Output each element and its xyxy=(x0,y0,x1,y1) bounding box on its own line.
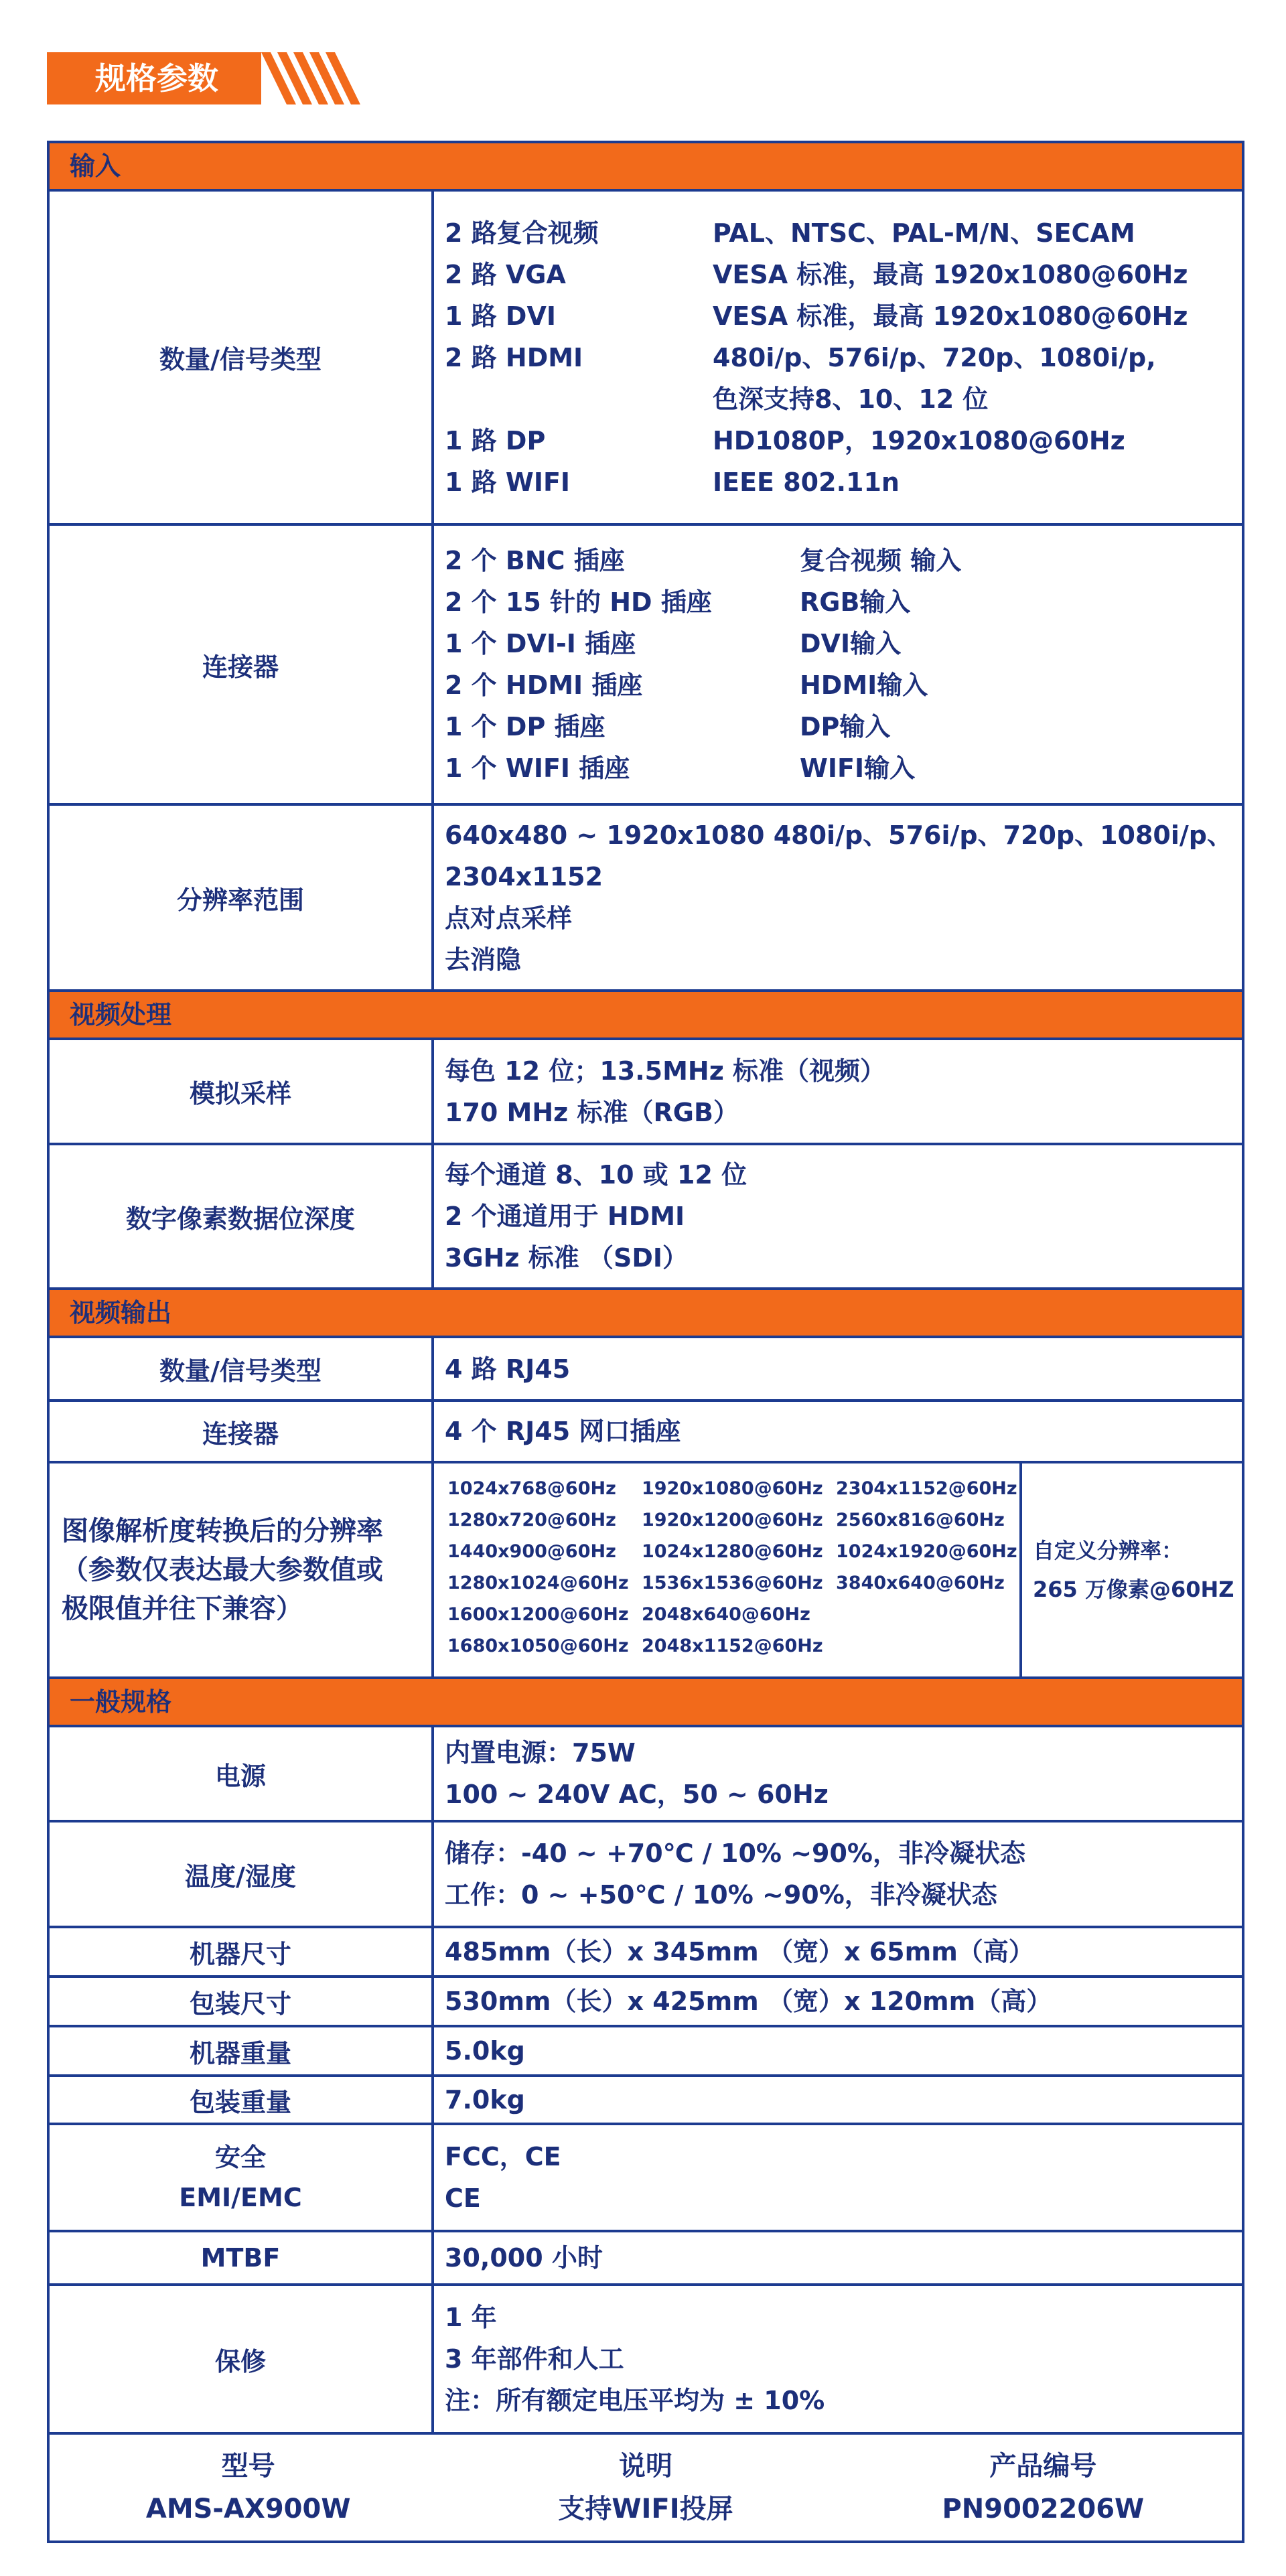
resolution-item: 1024x1280@60Hz xyxy=(642,1541,823,1562)
resolution-item: 2560x816@60Hz xyxy=(836,1510,1005,1530)
resolution-item: 1024x1920@60Hz xyxy=(836,1541,1017,1562)
row-value: FCC，CE CE xyxy=(445,2142,561,2213)
row-value: 储存：-40 ~ +70℃ / 10% ~90%，非冷凝状态 工作：0 ~ +50℃ / 10% ~90%，非冷凝状态 xyxy=(445,1839,1026,1910)
row-label: 包装重量 xyxy=(50,2077,434,2123)
row-value xyxy=(434,1463,1242,1676)
footer-label: 说明 xyxy=(618,2451,672,2482)
resolution-item: 2304x1152@60Hz xyxy=(836,1478,1017,1499)
resolution-item: 1536x1536@60Hz xyxy=(642,1573,823,1593)
row-value: 530mm（长）x 425mm （宽）x 120mm（高） xyxy=(445,1987,1052,2016)
title-banner xyxy=(47,52,368,104)
row-label: 数字像素数据位深度 xyxy=(50,1145,434,1287)
row-label: 模拟采样 xyxy=(50,1040,434,1143)
row-power xyxy=(50,1727,1242,1822)
product-footer xyxy=(50,2435,1242,2541)
footer-description xyxy=(447,2435,844,2541)
row-value: 30,000 小时 xyxy=(445,2243,603,2273)
resolution-item: 3840x640@60Hz xyxy=(836,1573,1005,1593)
footer-value: AMS-AX900W xyxy=(145,2494,351,2524)
resolution-item: 1440x900@60Hz xyxy=(447,1541,616,1562)
row-value: 640x480 ~ 1920x1080 480i/p、576i/p、720p、1080i/p、 2304x1152 点对点采样 去消隐 xyxy=(445,820,1232,975)
section-header-general: 一般规格 xyxy=(50,1679,1242,1727)
row-value: 4 个 RJ45 网口插座 xyxy=(445,1417,681,1446)
row-label: 机器尺寸 xyxy=(50,1928,434,1975)
row-value: 1 年 3 年部件和人工 注：所有额定电压平均为 ± 10% xyxy=(445,2303,825,2415)
section-header-input: 输入 xyxy=(50,143,1242,192)
resolution-item: 1024x768@60Hz xyxy=(447,1478,616,1499)
row-value: 4 路 RJ45 xyxy=(445,1354,571,1384)
row-package-dimensions xyxy=(50,1978,1242,2027)
resolution-item: 1280x1024@60Hz xyxy=(447,1573,629,1593)
resolution-item: 1920x1080@60Hz xyxy=(642,1478,823,1499)
row-label: 数量/信号类型 xyxy=(50,192,434,523)
row-scaled-resolution xyxy=(50,1463,1242,1679)
row-value: 每色 12 位；13.5MHz 标准（视频） 170 MHz 标准（RGB） xyxy=(445,1056,886,1127)
row-value: 内置电源：75W 100 ~ 240V AC，50 ~ 60Hz xyxy=(445,1738,829,1809)
row-value: 7.0kg xyxy=(445,2085,525,2115)
row-digital-depth xyxy=(50,1145,1242,1290)
footer-value: PN9002206W xyxy=(942,2494,1145,2524)
footer-value: 支持WIFI投屏 xyxy=(558,2494,733,2524)
row-input-connector xyxy=(50,526,1242,806)
resolution-item: 1920x1200@60Hz xyxy=(642,1510,823,1530)
row-label: 包装尺寸 xyxy=(50,1978,434,2025)
section-header-video-processing: 视频处理 xyxy=(50,992,1242,1040)
resolution-item: 1600x1200@60Hz xyxy=(447,1604,629,1625)
stripes-decoration xyxy=(261,52,362,104)
footer-label: 型号 xyxy=(221,2451,275,2482)
footer-product-number xyxy=(845,2435,1242,2541)
row-input-signal xyxy=(50,192,1242,526)
row-label: 温度/湿度 xyxy=(50,1822,434,1926)
row-label: MTBF xyxy=(50,2232,434,2283)
row-output-connector xyxy=(50,1402,1242,1463)
row-value: 5.0kg xyxy=(445,2036,525,2066)
resolution-item: 2048x1152@60Hz xyxy=(642,1636,823,1656)
row-weight xyxy=(50,2027,1242,2077)
row-label: 数量/信号类型 xyxy=(50,1338,434,1399)
row-mtbf xyxy=(50,2232,1242,2286)
row-safety xyxy=(50,2125,1242,2232)
footer-model xyxy=(50,2435,447,2541)
row-dimensions xyxy=(50,1928,1242,1978)
resolution-grid xyxy=(434,1463,1022,1676)
row-output-signal xyxy=(50,1338,1242,1402)
custom-resolution: 自定义分辨率： 265 万像素@60HZ xyxy=(1033,1538,1234,1602)
row-label: 图像解析度转换后的分辨率 （参数仅表达最大参数值或 极限值并往下兼容） xyxy=(50,1463,434,1676)
section-header-video-output: 视频输出 xyxy=(50,1290,1242,1338)
resolution-item: 1680x1050@60Hz xyxy=(447,1636,629,1656)
row-label: 连接器 xyxy=(50,526,434,803)
resolution-item: 1280x720@60Hz xyxy=(447,1510,616,1530)
row-label: 保修 xyxy=(50,2286,434,2432)
resolution-item: 2048x640@60Hz xyxy=(642,1604,810,1625)
row-value: 每个通道 8、10 或 12 位 2 个通道用于 HDMI 3GHz 标准 （SDI） xyxy=(445,1160,747,1273)
row-value: 2 路复合视频 PAL、NTSC、PAL-M/N、SECAM 2 路 VGA VESA 标准，最高 1920x1080@60Hz 1 路 DVI VESA 标准，最高 1920x1080@60Hz 2 路 HDMI 480i/p、576i/p、720p、1080i/p, 色深支持8、10、12 位 1 路 DP HD1080P，1920x1080@60Hz 1 路 WIFI IEEE 802.11n xyxy=(445,218,1188,497)
spec-table xyxy=(47,141,1244,2543)
row-label: 分辨率范围 xyxy=(50,806,434,989)
row-package-weight xyxy=(50,2077,1242,2125)
row-value: 2 个 BNC 插座 复合视频 输入 2 个 15 针的 HD 插座 RGB输入 1 个 DVI-I 插座 DVI输入 2 个 HDMI 插座 HDMI输入 1 个 DP 插座 DP输入 1 个 WIFI 插座 WIFI输入 xyxy=(445,546,962,783)
row-analog-sampling xyxy=(50,1040,1242,1145)
page-title: 规格参数 xyxy=(95,60,218,96)
row-warranty xyxy=(50,2286,1242,2435)
row-input-resolution xyxy=(50,806,1242,992)
footer-label: 产品编号 xyxy=(989,2451,1097,2482)
row-label: 电源 xyxy=(50,1727,434,1820)
resolution-item xyxy=(836,1636,1023,1667)
row-temperature xyxy=(50,1822,1242,1928)
row-label: 机器重量 xyxy=(50,2027,434,2074)
row-label: 安全 EMI/EMC xyxy=(50,2125,434,2230)
row-label: 连接器 xyxy=(50,1402,434,1461)
resolution-item xyxy=(836,1604,1023,1636)
row-value: 485mm（长）x 345mm （宽）x 65mm（高） xyxy=(445,1937,1034,1966)
